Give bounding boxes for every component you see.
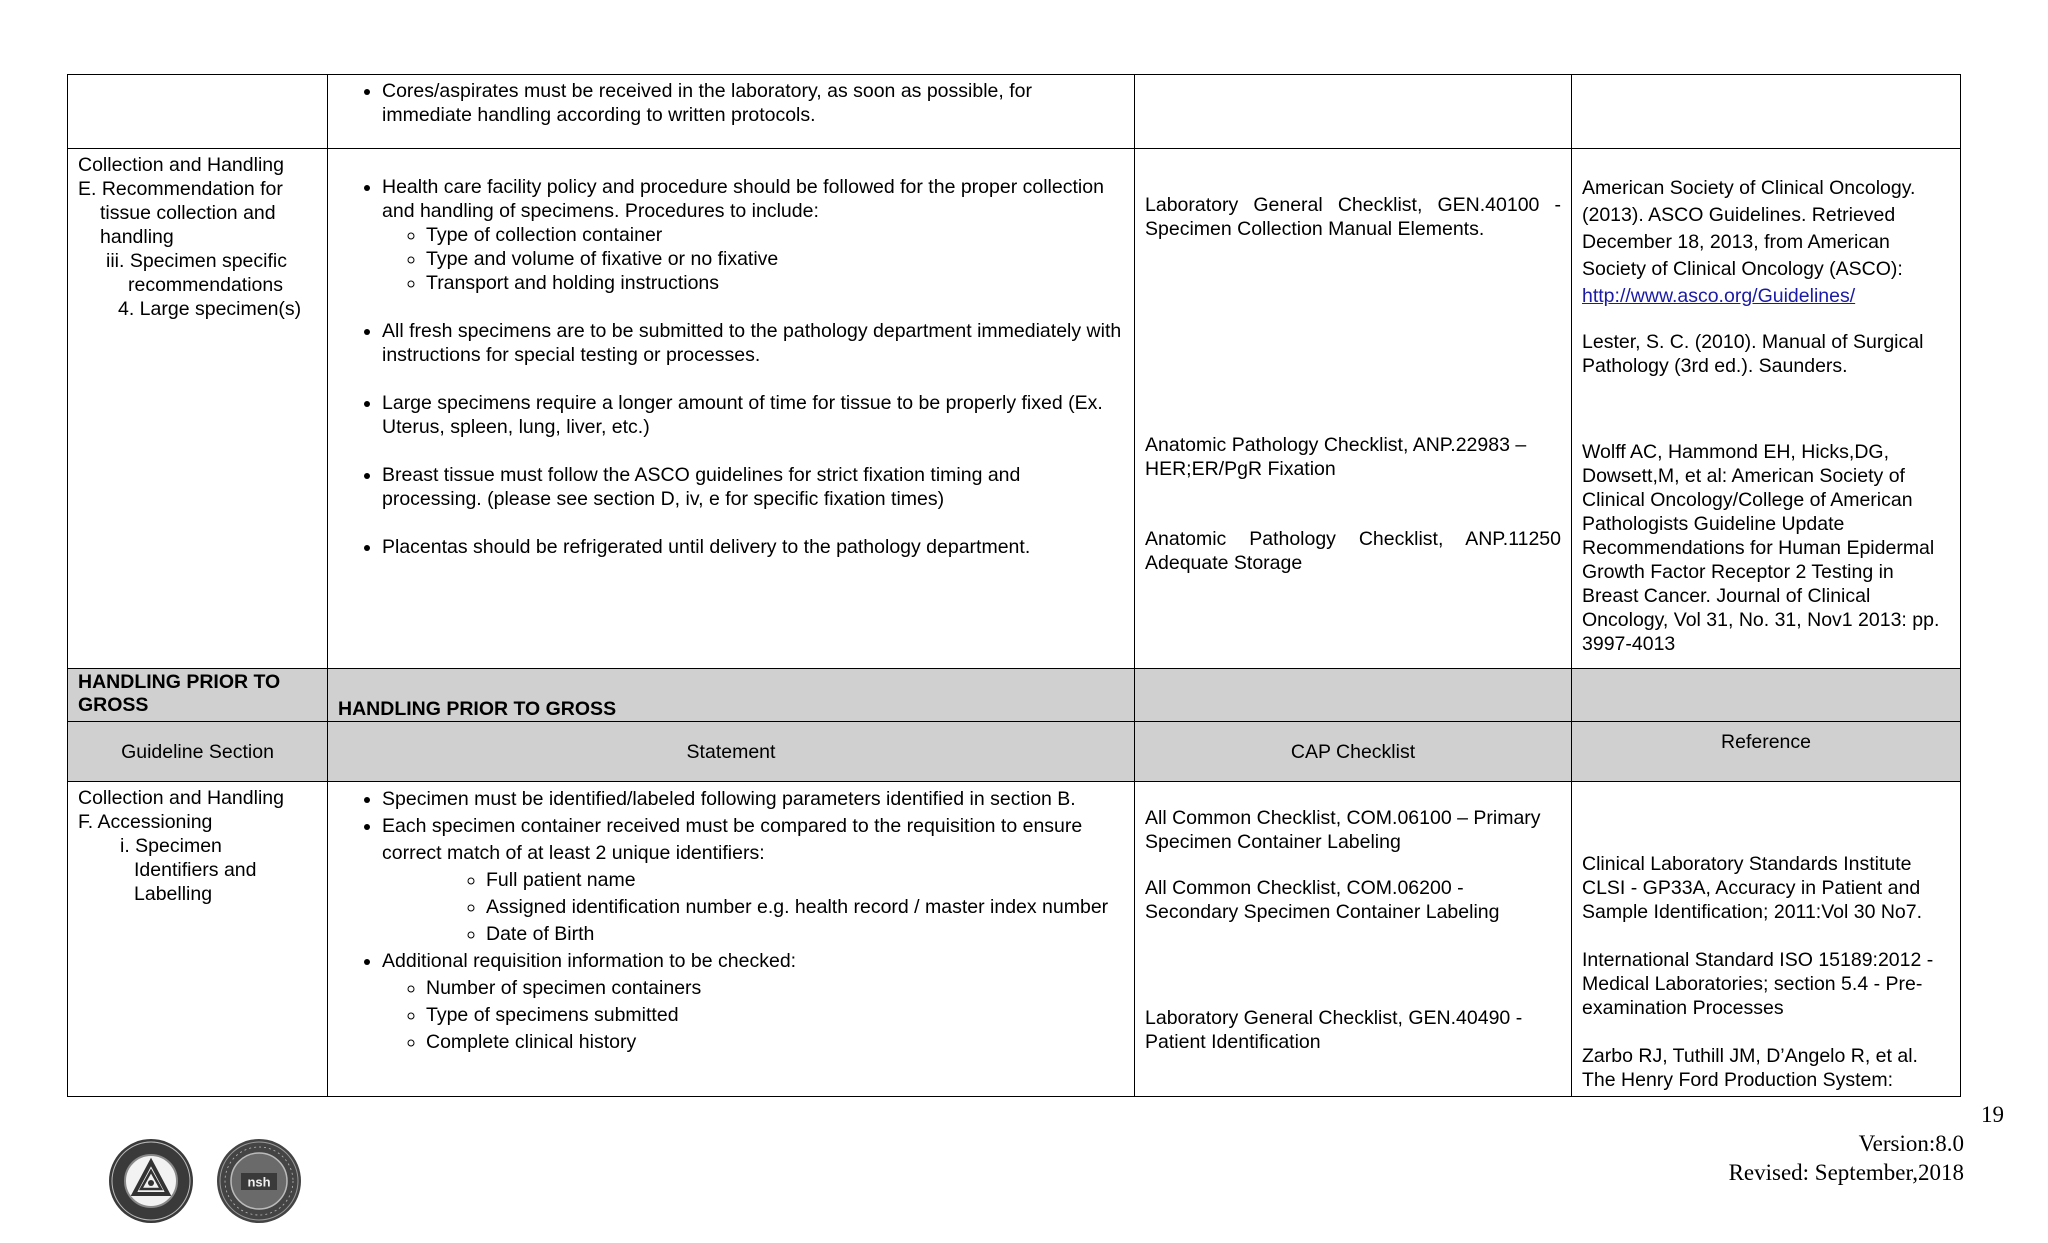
reference-entry: International Standard ISO 15189:2012 - Medical Laboratories; section 5.4 - Pre-examination Processes [1582, 949, 1934, 1019]
table-row [68, 149, 1961, 669]
header-guideline-section: Guideline Section [68, 722, 328, 782]
sub-bullet: ◦ Type and volume of fixative or no fixative [426, 247, 1124, 271]
spacer [382, 511, 1124, 535]
section-line: Labelling [134, 883, 213, 905]
cap-cell [1135, 75, 1572, 149]
nsh-logo-icon [216, 1138, 302, 1224]
sub-bullet: ◦ Transport and holding instructions [426, 271, 1124, 295]
header-cap-checklist: CAP Checklist [1135, 722, 1572, 782]
reference-cell [1572, 149, 1961, 669]
reference-link[interactable]: http://www.asco.org/Guidelines/ [1582, 285, 1856, 307]
band-cell [1572, 669, 1961, 722]
statement-bullet: • Large specimens require a longer amount of time for tissue to be properly fixed (Ex. Uterus, spleen, lung, liver, etc.) [382, 391, 1124, 439]
statement-bullet [382, 175, 1124, 295]
statement-bullet: • Breast tissue must follow the ASCO guidelines for strict fixation timing and processing. (please see section D, iv, e for specific fixation times) [382, 463, 1124, 511]
header-reference: Reference [1572, 722, 1961, 782]
sub-bullet: ◦ Complete clinical history [426, 1029, 1124, 1056]
cap-entry: Anatomic Pathology Checklist, ANP.11250 Adequate Storage [1145, 528, 1561, 574]
section-line: i. Specimen [120, 835, 222, 857]
guideline-table [67, 74, 1961, 1097]
statement-bullet [382, 813, 1124, 948]
reference-entry: Wolff AC, Hammond EH, Hicks,DG, Dowsett,M, et al: American Society of Clinical Oncology/College of American Pathologists Guideline Update Recommendations for Human Epidermal Growth Factor Receptor 2 Testing in Breast Cancer. Journal of Clinical Oncology, Vol 31, No. 31, Nov1 2013: pp. 3997-4013 [1582, 441, 1940, 655]
revised-label: Revised: September,2018 [1728, 1160, 1964, 1185]
section-cell [68, 149, 328, 669]
page-number: 19 [1981, 1102, 2004, 1127]
header-statement: Statement [328, 722, 1135, 782]
bullet-text: Health care facility policy and procedure should be followed for the proper collection and handling of specimens. Procedures to include: [382, 176, 1104, 222]
section-line: iii. Specimen specific [106, 250, 287, 272]
svg-text:nsh: nsh [247, 1174, 271, 1190]
reference-cell [1572, 782, 1961, 1097]
statement-bullet: • Cores/aspirates must be received in the laboratory, as soon as possible, for immediate handling according to written protocols. [382, 79, 1124, 127]
section-line: Identifiers and [134, 859, 257, 881]
header-row [68, 722, 1961, 782]
reference-cell [1572, 75, 1961, 149]
sub-bullet: ◦ Assigned identification number e.g. health record / master index number [486, 894, 1124, 921]
section-line: Collection and Handling [78, 154, 284, 176]
band-title: HANDLING PRIOR TO GROSS [328, 669, 1135, 722]
section-line: tissue collection and [100, 202, 276, 224]
cap-logo-icon [108, 1138, 194, 1224]
section-line: handling [100, 226, 174, 248]
reference-entry: Lester, S. C. (2010). Manual of Surgical Pathology (3rd ed.). Saunders. [1582, 331, 1924, 377]
bullet-text: Each specimen container received must be compared to the requisition to ensure correct match of at least 2 unique identifiers: [382, 815, 1083, 864]
spacer [382, 439, 1124, 463]
statement-cell [328, 149, 1135, 669]
cap-entry: Anatomic Pathology Checklist, ANP.22983 – HER;ER/PgR Fixation [1145, 434, 1527, 480]
section-line: E. Recommendation for [78, 178, 283, 200]
section-cell [68, 75, 328, 149]
sub-bullet: ◦ Date of Birth [486, 921, 1124, 948]
statement-bullet: • All fresh specimens are to be submitted to the pathology department immediately with instructions for special testing or processes. [382, 319, 1124, 367]
cap-entry: Laboratory General Checklist, GEN.40490 - Patient Identification [1145, 1007, 1523, 1053]
band-title: HANDLING PRIOR TO GROSS [68, 669, 328, 722]
section-line: 4. Large specimen(s) [118, 298, 302, 320]
statement-bullet [382, 948, 1124, 1056]
statement-cell [328, 75, 1135, 149]
sub-bullet: ◦ Number of specimen containers [426, 975, 1124, 1002]
table-row [68, 75, 1961, 149]
spacer [382, 367, 1124, 391]
reference-entry: Zarbo RJ, Tuthill JM, D’Angelo R, et al. The Henry Ford Production System: [1582, 1045, 1918, 1091]
sub-bullet: ◦ Type of specimens submitted [426, 1002, 1124, 1029]
cap-cell [1135, 149, 1572, 669]
section-cell [68, 782, 328, 1097]
statement-bullet: • Placentas should be refrigerated until delivery to the pathology department. [382, 535, 1124, 559]
reference-entry: Clinical Laboratory Standards Institute CLSI - GP33A, Accuracy in Patient and Sample Identification; 2011:Vol 30 No7. [1582, 853, 1923, 923]
section-band [68, 669, 1961, 722]
spacer [382, 295, 1124, 319]
sub-bullet: ◦ Type of collection container [426, 223, 1124, 247]
bullet-text: Additional requisition information to be checked: [382, 950, 797, 972]
band-cell [1135, 669, 1572, 722]
cap-entry: All Common Checklist, COM.06100 – Primary Specimen Container Labeling [1145, 807, 1541, 853]
statement-cell [328, 782, 1135, 1097]
section-line: Collection and Handling [78, 787, 284, 809]
section-line: F. Accessioning [78, 811, 213, 833]
table-row [68, 782, 1961, 1097]
section-line: recommendations [128, 274, 283, 296]
version-label: Version:8.0 [1858, 1131, 1964, 1156]
statement-bullet: • Specimen must be identified/labeled following parameters identified in section B. [382, 786, 1124, 813]
sub-bullet: ◦ Full patient name [486, 867, 1124, 894]
cap-entry: All Common Checklist, COM.06200 - Secondary Specimen Container Labeling [1145, 877, 1500, 923]
cap-cell [1135, 782, 1572, 1097]
cap-entry: Laboratory General Checklist, GEN.40100 - Specimen Collection Manual Elements. [1145, 194, 1561, 240]
reference-entry: American Society of Clinical Oncology. (2013). ASCO Guidelines. Retrieved December 18, 2013, from American Society of Clinical Oncology (ASCO): [1582, 177, 1916, 280]
